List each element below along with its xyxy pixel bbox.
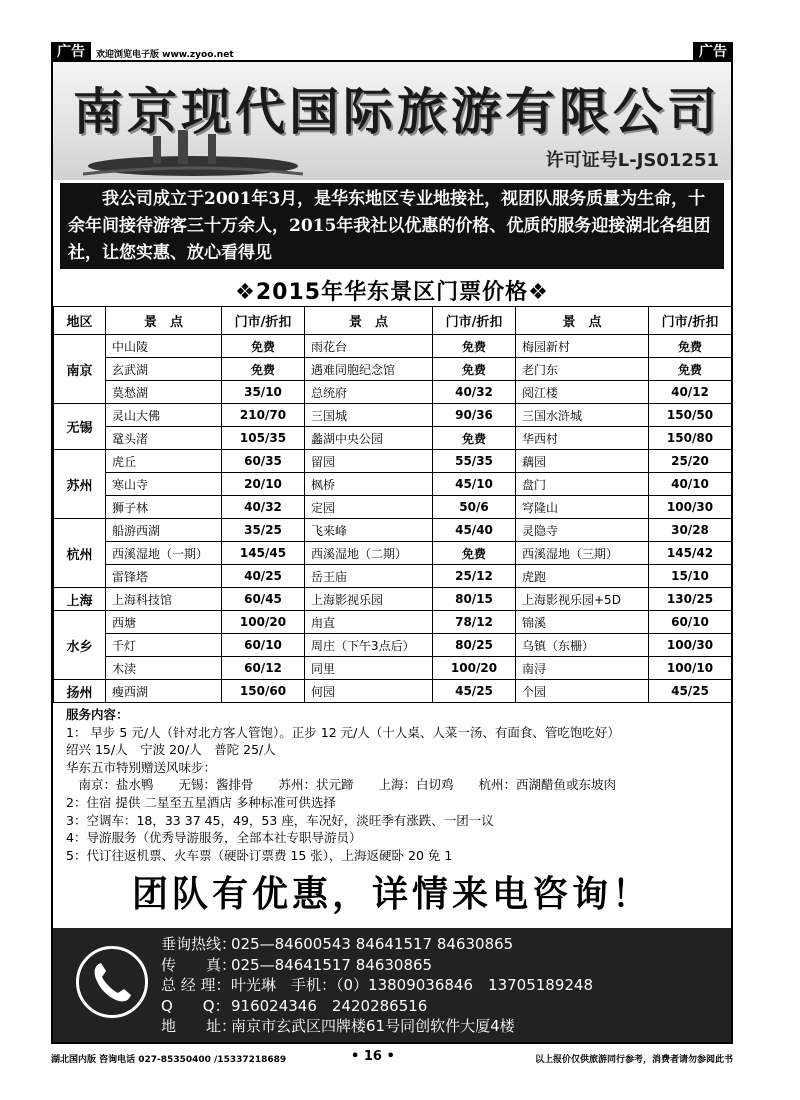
attraction-cell: 藕园	[516, 450, 649, 473]
attraction-cell: 莫愁湖	[106, 381, 222, 404]
ad-tag-right: 广告	[693, 42, 733, 62]
price-table-body	[54, 335, 732, 703]
contact-address	[161, 1016, 593, 1037]
table-row	[54, 381, 732, 404]
service-line: 1： 早步 5 元/人（针对北方客人管饱）。正步 12 元/人（十人桌、人菜一汤、有面食、管吃饱吃好）	[66, 724, 620, 740]
price-cell: 100/10	[649, 657, 732, 680]
attraction-cell: 寒山寺	[106, 473, 222, 496]
table-row	[54, 404, 732, 427]
column-header: 景 点	[516, 307, 649, 335]
site-text: 欢迎浏览电子版 www.zyoo.net	[96, 50, 234, 60]
contact-qq	[161, 996, 593, 1017]
service-line: 南京：盐水鸭 无锡：酱排骨 苏州：状元蹄 上海：白切鸡 杭州：西湖醋鱼或东坡肉	[66, 777, 617, 793]
attraction-cell: 船游西湖	[106, 519, 222, 542]
hotline-value: 025—84600543 84641517 84630865	[231, 935, 514, 953]
intro-text: 我公司成立于2001年3月，是华东地区专业地接社，视团队服务质量为生命，十余年间接待游客三十万余人，2015年我社以优惠的价格、优质的服务迎接湖北各组团社，	[68, 189, 711, 263]
attraction-cell: 蠡湖中央公园	[305, 427, 433, 450]
price-cell: 40/25	[222, 565, 305, 588]
price-cell: 210/70	[222, 404, 305, 427]
service-line: 绍兴 15/人 宁波 20/人 普陀 25/人	[66, 742, 276, 758]
attraction-cell: 个园	[516, 680, 649, 703]
attraction-cell: 梅园新村	[516, 335, 649, 358]
table-row	[54, 450, 732, 473]
attraction-cell: 西溪湿地（二期）	[305, 542, 433, 565]
price-cell: 免费	[222, 358, 305, 381]
table-row	[54, 565, 732, 588]
price-cell: 100/30	[649, 496, 732, 519]
attraction-cell: 千灯	[106, 634, 222, 657]
region-cell: 扬州	[54, 680, 106, 703]
table-row	[54, 542, 732, 565]
attraction-cell: 鼋头渚	[106, 427, 222, 450]
price-cell: 15/10	[649, 565, 732, 588]
manager-value: 叶光琳 手机：（0）13809036846 13705189248	[231, 976, 594, 994]
price-cell: 45/25	[433, 680, 516, 703]
price-cell: 60/12	[222, 657, 305, 680]
attraction-cell: 西塘	[106, 611, 222, 634]
price-cell: 免费	[649, 335, 732, 358]
table-row	[54, 588, 732, 611]
price-cell: 80/15	[433, 588, 516, 611]
price-cell: 55/35	[433, 450, 516, 473]
address-label: 地 址：	[161, 1017, 237, 1035]
attraction-cell: 雷锋塔	[106, 565, 222, 588]
hotline-label: 垂询热线：	[161, 935, 237, 953]
price-cell: 50/6	[433, 496, 516, 519]
contact-hotline	[161, 934, 593, 955]
attraction-cell: 灵隐寺	[516, 519, 649, 542]
attraction-cell: 老门东	[516, 358, 649, 381]
price-cell: 150/60	[222, 680, 305, 703]
fax-label: 传 真：	[161, 955, 237, 974]
price-cell: 免费	[433, 427, 516, 450]
price-cell: 90/36	[433, 404, 516, 427]
price-cell: 130/25	[649, 588, 732, 611]
region-cell: 上海	[54, 588, 106, 611]
price-cell: 80/25	[433, 634, 516, 657]
region-cell: 南京	[54, 335, 106, 404]
attraction-cell: 何园	[305, 680, 433, 703]
price-cell: 150/80	[649, 427, 732, 450]
attraction-cell: 西溪湿地（一期）	[106, 542, 222, 565]
price-cell: 免费	[433, 335, 516, 358]
page-number: • 16 •	[351, 1049, 395, 1064]
price-cell: 78/12	[433, 611, 516, 634]
attraction-cell: 华西村	[516, 427, 649, 450]
price-cell: 免费	[649, 358, 732, 381]
price-cell: 145/42	[649, 542, 732, 565]
table-row	[54, 680, 732, 703]
attraction-cell: 锦溪	[516, 611, 649, 634]
price-cell: 60/35	[222, 450, 305, 473]
attraction-cell: 雨花台	[305, 335, 433, 358]
address-value: 南京市玄武区四牌楼61号同创软件大厦4楼	[231, 1017, 515, 1035]
attraction-cell: 虎跑	[516, 565, 649, 588]
table-row	[54, 496, 732, 519]
region-cell: 无锡	[54, 404, 106, 450]
attraction-cell: 上海科技馆	[106, 588, 222, 611]
price-cell: 60/45	[222, 588, 305, 611]
banner	[53, 62, 731, 180]
price-cell: 105/35	[222, 427, 305, 450]
table-row	[54, 358, 732, 381]
price-table-header	[54, 307, 732, 335]
service-line: 5：代订往返机票、火车票（硬卧订票费 15 张），上海返硬卧 20 免 1	[66, 847, 453, 863]
region-cell: 水乡	[54, 611, 106, 680]
ad-tag-left: 广告	[51, 42, 91, 62]
attraction-cell: 玄武湖	[106, 358, 222, 381]
service-line: 华东五市特别赠送风味步：	[66, 759, 217, 775]
service-line: 4：导游服务（优秀导游服务，全部本社专职导游员）	[66, 830, 362, 846]
price-cell: 100/20	[433, 657, 516, 680]
service-line: 3：空调车：18，33 37 45，49，53 座，车况好，淡旺季有涨跌、一团一议	[66, 812, 494, 828]
slogan: 团队有优惠，详情来电咨询！	[131, 874, 652, 915]
attraction-cell: 灵山大佛	[106, 404, 222, 427]
fax-value: 025—84641517 84630865	[231, 955, 433, 974]
column-header: 景 点	[106, 307, 222, 335]
price-cell: 40/32	[222, 496, 305, 519]
company-intro	[60, 183, 724, 269]
price-cell: 免费	[433, 542, 516, 565]
attraction-cell: 留园	[305, 450, 433, 473]
column-header: 门市/折扣	[649, 307, 732, 335]
price-cell: 30/28	[649, 519, 732, 542]
contact-panel	[53, 928, 731, 1042]
column-header: 景 点	[305, 307, 433, 335]
services	[66, 706, 726, 864]
service-line: 2：住宿 提供 二星至五星酒店 多种标准可供选择	[66, 794, 336, 810]
price-cell: 免费	[433, 358, 516, 381]
contact-lines	[161, 934, 593, 1037]
table-row	[54, 519, 732, 542]
price-cell: 45/10	[433, 473, 516, 496]
qq-value: 916024346 2420286516	[231, 996, 428, 1015]
services-lines	[66, 724, 726, 865]
column-header: 门市/折扣	[433, 307, 516, 335]
attraction-cell: 狮子林	[106, 496, 222, 519]
attraction-cell: 盘门	[516, 473, 649, 496]
price-cell: 60/10	[222, 634, 305, 657]
price-cell: 40/32	[433, 381, 516, 404]
attraction-cell: 枫桥	[305, 473, 433, 496]
price-cell: 25/12	[433, 565, 516, 588]
price-cell: 35/10	[222, 381, 305, 404]
region-cell: 苏州	[54, 450, 106, 519]
price-cell: 35/25	[222, 519, 305, 542]
contact-fax	[161, 955, 593, 976]
license-number: 许可证号L-JS01251	[545, 150, 719, 171]
footer-left: 湖北国内版 咨询电话 027-85350400 /15337218689	[51, 1055, 287, 1065]
price-table	[53, 306, 732, 703]
table-row	[54, 473, 732, 496]
phone-icon	[79, 949, 145, 1015]
attraction-cell: 上海影视乐园+5D	[516, 588, 649, 611]
table-row	[54, 657, 732, 680]
company-name: 南京现代国际旅游有限公司	[73, 82, 721, 141]
attraction-cell: 上海影视乐园	[305, 588, 433, 611]
attraction-cell: 乌镇（东栅）	[516, 634, 649, 657]
intro-highlight: 让您实惠、放心看得见	[102, 243, 272, 263]
price-cell: 145/45	[222, 542, 305, 565]
attraction-cell: 南浔	[516, 657, 649, 680]
column-header: 门市/折扣	[222, 307, 305, 335]
attraction-cell: 虎丘	[106, 450, 222, 473]
attraction-cell: 三国水浒城	[516, 404, 649, 427]
attraction-cell: 岳王庙	[305, 565, 433, 588]
attraction-cell: 瘦西湖	[106, 680, 222, 703]
attraction-cell: 甪直	[305, 611, 433, 634]
attraction-cell: 木渎	[106, 657, 222, 680]
table-row	[54, 611, 732, 634]
table-row	[54, 335, 732, 358]
attraction-cell: 西溪湿地（三期）	[516, 542, 649, 565]
price-cell: 25/20	[649, 450, 732, 473]
attraction-cell: 定园	[305, 496, 433, 519]
price-cell: 45/40	[433, 519, 516, 542]
attraction-cell: 周庄（下午3点后）	[305, 634, 433, 657]
qq-label: Q Q：	[161, 996, 230, 1015]
price-cell: 100/30	[649, 634, 732, 657]
column-header: 地区	[54, 307, 106, 335]
region-cell: 杭州	[54, 519, 106, 588]
attraction-cell: 同里	[305, 657, 433, 680]
price-cell: 60/10	[649, 611, 732, 634]
price-cell: 免费	[222, 335, 305, 358]
contact-manager	[161, 975, 593, 996]
price-cell: 40/10	[649, 473, 732, 496]
price-cell: 40/12	[649, 381, 732, 404]
services-title: 服务内容：	[66, 707, 129, 722]
attraction-cell: 总统府	[305, 381, 433, 404]
price-table-title: ❖2015年华东景区门票价格❖	[235, 280, 549, 305]
price-cell: 45/25	[649, 680, 732, 703]
attraction-cell: 飞来峰	[305, 519, 433, 542]
attraction-cell: 阅江楼	[516, 381, 649, 404]
footer-right: 以上报价仅供旅游同行参考，消费者请勿参阅此书	[534, 1055, 733, 1065]
attraction-cell: 中山陵	[106, 335, 222, 358]
manager-label: 总 经 理：	[161, 976, 231, 994]
attraction-cell: 遇难同胞纪念馆	[305, 358, 433, 381]
phone-badge	[76, 946, 148, 1018]
price-cell: 100/20	[222, 611, 305, 634]
table-row	[54, 634, 732, 657]
table-row	[54, 427, 732, 450]
attraction-cell: 穹隆山	[516, 496, 649, 519]
price-cell: 20/10	[222, 473, 305, 496]
price-cell: 150/50	[649, 404, 732, 427]
attraction-cell: 三国城	[305, 404, 433, 427]
